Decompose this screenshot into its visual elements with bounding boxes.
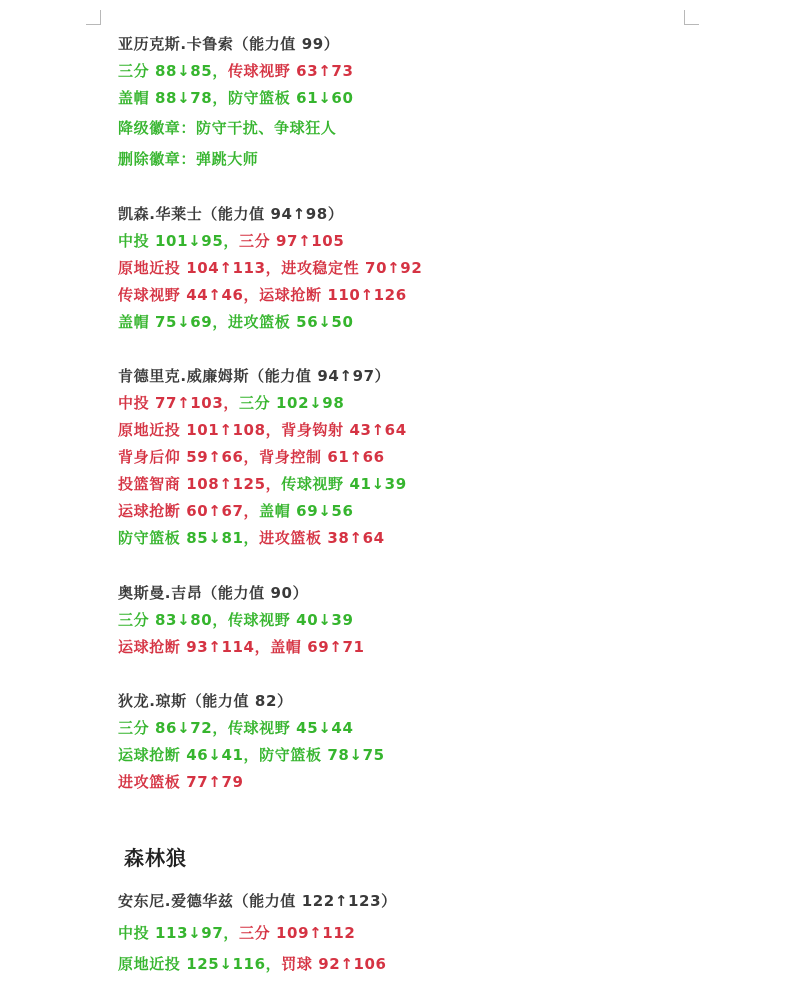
stat-change: 传球视野 45↓44 [227,719,354,737]
blocks-stat-line-3-0 [118,609,354,630]
stat-change: 防守篮板 85↓81， [118,529,260,547]
blocks-player-header-3: 奥斯曼.吉昂（能力值 90） [118,584,309,602]
team-heading: 森林狼 [124,846,187,870]
stat-change: 运球抢断 60↑67， [118,502,260,520]
stat-change: 进攻篮板 56↓50 [227,313,354,331]
stat-change: 盖帽 69↑71 [270,638,365,656]
blocks-stat-line-4-0 [118,717,354,738]
page-corner-mark-right [684,10,699,25]
blocks-stat-line-4-1 [118,744,385,765]
blocks-stat-line-0-2 [118,117,336,138]
stat-change: 传球视野 40↓39 [227,611,354,629]
stat-change: 传球视野 44↑46， [118,286,260,304]
stat-change: 原地近投 125↓116， [118,955,282,973]
blocks-player-header-1: 凯森.华莱士（能力值 94↑98） [118,205,344,223]
stat-change: 中投 101↓95， [118,232,239,250]
stat-change: 原地近投 104↑113， [118,259,282,277]
blocks2-stat-line-0-0 [118,922,355,943]
blocks-stat-line-1-1 [118,257,422,278]
stat-change: 背身钩射 43↑64 [281,421,407,439]
stat-change: 三分 83↓80， [118,611,228,629]
stat-change: 原地近投 101↑108， [118,421,282,439]
stat-change: 罚球 92↑106 [281,955,387,973]
blocks-stat-line-2-3 [118,473,407,494]
blocks2-stat-line-0-1 [118,953,387,974]
blocks-stat-line-1-0 [118,230,344,251]
stat-change: 进攻篮板 38↑64 [259,529,385,547]
stat-change: 背身控制 61↑66 [259,448,385,466]
stat-change: 中投 77↑103， [118,394,239,412]
blocks2-player-header-0: 安东尼.爱德华兹（能力值 122↑123） [118,892,397,910]
blocks-player-header-2: 肯德里克.威廉姆斯（能力值 94↑97） [118,367,391,385]
stat-change: 防守篮板 61↓60 [227,89,354,107]
stat-change: 中投 113↓97， [118,924,239,942]
stat-change: 运球抢断 46↓41， [118,746,260,764]
stat-change: 三分 86↓72， [118,719,228,737]
blocks-stat-line-0-3 [118,148,258,169]
stat-change: 投篮智商 108↑125， [118,475,282,493]
blocks-player-header-0: 亚历克斯.卡鲁索（能力值 99） [118,35,340,53]
stat-change: 盖帽 69↓56 [259,502,354,520]
blocks-stat-line-1-3 [118,311,354,332]
blocks-stat-line-2-4 [118,500,353,521]
stat-change: 三分 109↑112 [238,924,356,942]
blocks-stat-line-1-2 [118,284,407,305]
stat-change: 盖帽 88↓78， [118,89,228,107]
blocks-player-header-4: 狄龙.琼斯（能力值 82） [118,692,293,710]
blocks-stat-line-2-2 [118,446,385,467]
stat-change: 运球抢断 110↑126 [259,286,407,304]
stat-change: 盖帽 75↓69， [118,313,228,331]
page-corner-mark-left [86,10,101,25]
blocks-stat-line-2-1 [118,419,407,440]
stat-change: 进攻稳定性 70↑92 [281,259,423,277]
stat-change: 删除徽章：弹跳大师 [118,150,259,168]
blocks-stat-line-4-2 [118,771,244,792]
stat-change: 背身后仰 59↑66， [118,448,260,466]
stat-change: 防守篮板 78↓75 [259,746,385,764]
blocks-stat-line-0-1 [118,87,354,108]
stat-change: 降级徽章：防守干扰、争球狂人 [118,119,337,137]
stat-change: 三分 102↓98 [238,394,345,412]
stat-change: 进攻篮板 77↑79 [118,773,244,791]
blocks-stat-line-2-5 [118,527,385,548]
stat-change: 运球抢断 93↑114， [118,638,271,656]
blocks-stat-line-3-1 [118,636,365,657]
blocks-stat-line-2-0 [118,392,344,413]
stat-change: 三分 97↑105 [238,232,345,250]
blocks-stat-line-0-0 [118,60,354,81]
stat-change: 传球视野 63↑73 [227,62,354,80]
stat-change: 三分 88↓85， [118,62,228,80]
stat-change: 传球视野 41↓39 [281,475,407,493]
